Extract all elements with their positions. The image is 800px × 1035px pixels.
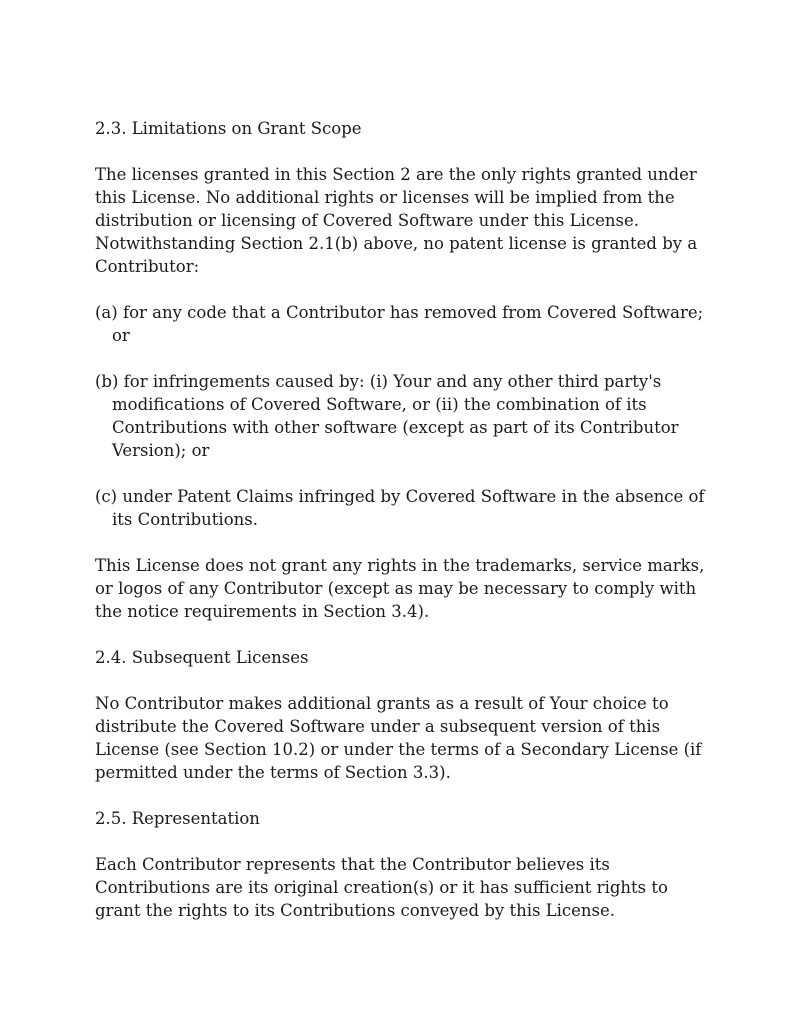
section-2-3-item-b: (b) for infringements caused by: (i) Your and any other third party's modifications of Covered Software, or (ii) the combination of its Contributions with other software (except as part of its Contributor Version); or	[95, 372, 679, 460]
section-2-4-body: No Contributor makes additional grants as a result of Your choice to distribute the Covered Software under a subsequent version of this License (see Section 10.2) or under the terms of a Secondary License (if permitted under the terms of Section 3.3).	[95, 694, 702, 782]
document-page	[95, 117, 715, 945]
section-2-3-heading: 2.3. Limitations on Grant Scope	[95, 119, 362, 138]
section-2-3-intro: The licenses granted in this Section 2 are the only rights granted under this License. No additional rights or licenses will be implied from the distribution or licensing of Covered Software under this License. Notwithstanding Section 2.1(b) above, no patent license is granted by a Contributor:	[95, 165, 698, 276]
section-2-4-heading: 2.4. Subsequent Licenses	[95, 648, 309, 667]
section-2-3-item-a: (a) for any code that a Contributor has removed from Covered Software; or	[95, 303, 704, 345]
section-2-3-closing: This License does not grant any rights in the trademarks, service marks, or logos of any Contributor (except as may be necessary to comply with the notice requirements in Section 3.4).	[95, 556, 705, 621]
section-2-5-heading: 2.5. Representation	[95, 809, 260, 828]
section-2-3-item-c: (c) under Patent Claims infringed by Covered Software in the absence of its Contributions.	[95, 487, 705, 529]
section-2-5-body: Each Contributor represents that the Contributor believes its Contributions are its original creation(s) or it has sufficient rights to grant the rights to its Contributions conveyed by this License.	[95, 855, 668, 920]
